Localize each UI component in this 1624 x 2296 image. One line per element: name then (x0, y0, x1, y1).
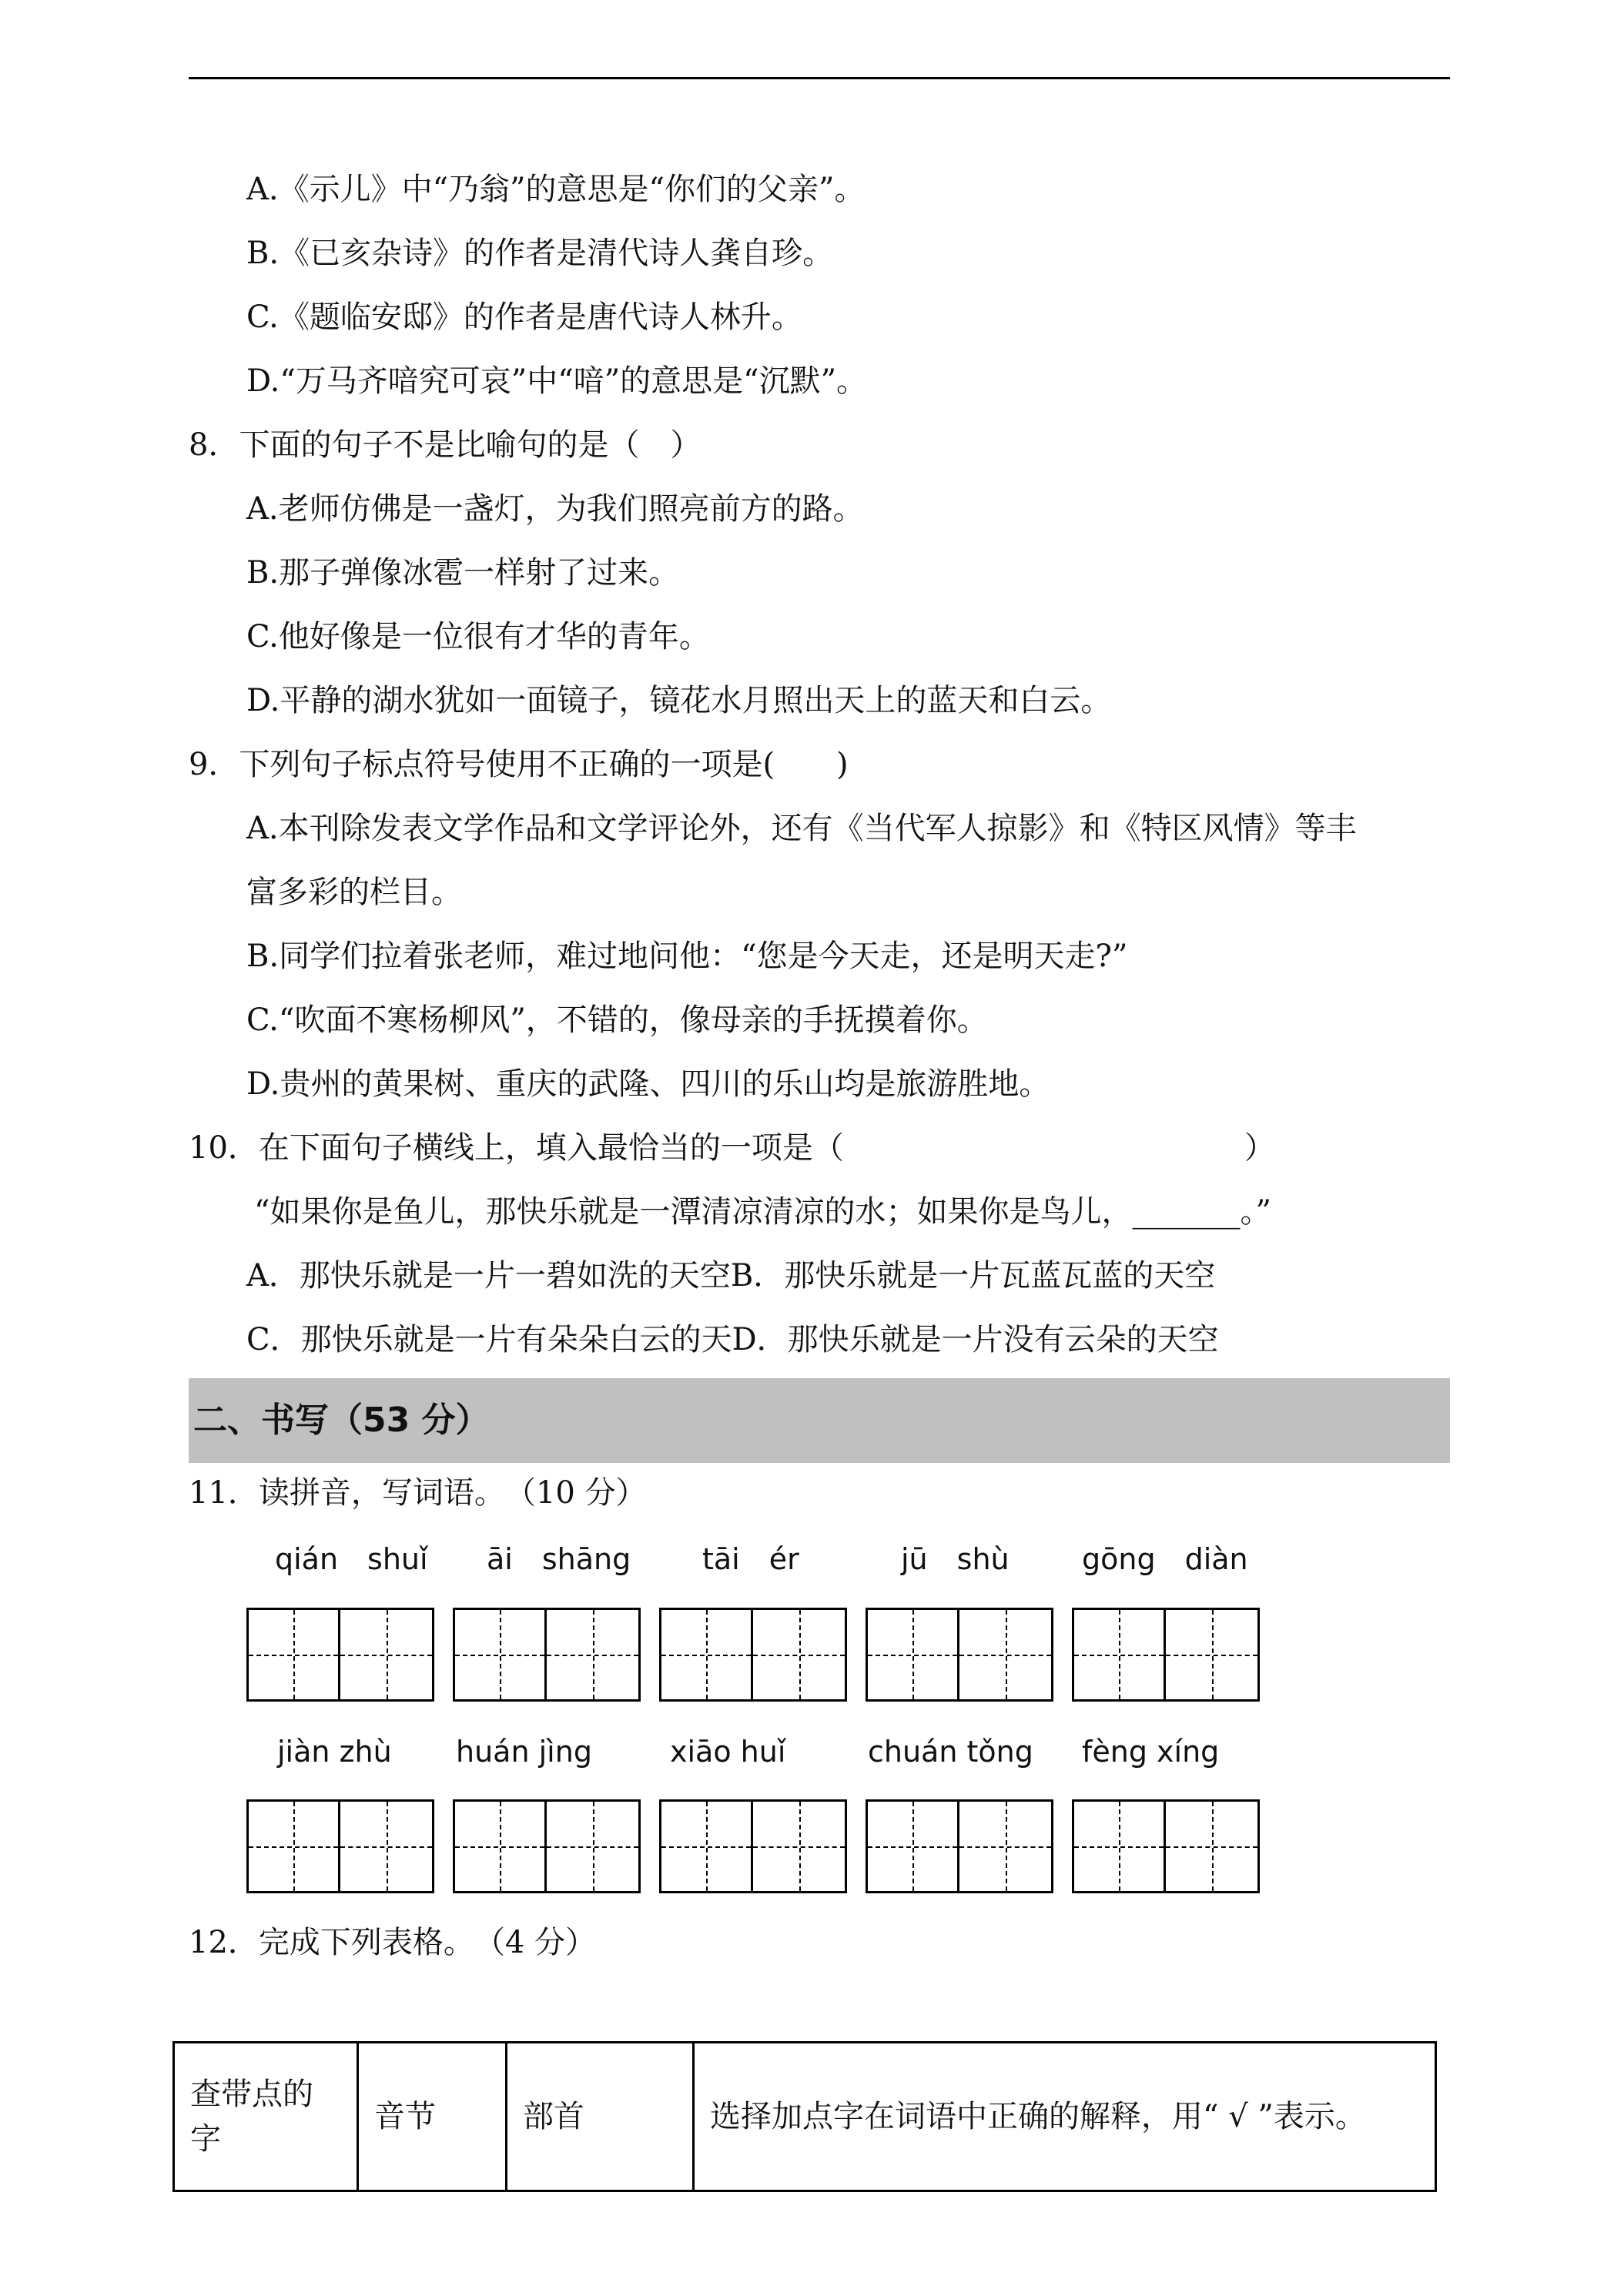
table-header-cell: 选择加点字在词语中正确的解释，用“ √ ”表示。 (694, 2043, 1436, 2191)
q7-option-b: B.《已亥杂诗》的作者是清代诗人龚自珍。 (246, 236, 834, 271)
q8-option-a: A.老师仿佛是一盏灯，为我们照亮前方的路。 (246, 491, 864, 527)
header-rule (189, 77, 1450, 79)
answer-table (172, 2041, 1437, 2192)
pinyin-label: jū shù (901, 1542, 1010, 1576)
q9-option-c: C.“吹面不寒杨柳风”，不错的，像母亲的手抚摸着你。 (246, 1002, 988, 1038)
q8-option-d: D.平静的湖水犹如一面镜子，镜花水月照出天上的蓝天和白云。 (246, 683, 1112, 718)
tianzige-box[interactable] (866, 1608, 1053, 1702)
pinyin-label: xiāo huǐ (670, 1735, 786, 1769)
table-header-cell: 音节 (358, 2043, 507, 2191)
pinyin-label: āi shāng (487, 1542, 631, 1576)
q8-option-b: B.那子弹像冰雹一样射了过来。 (246, 555, 680, 591)
pinyin-label: chuán tǒng (868, 1735, 1033, 1769)
tianzige-box[interactable] (453, 1608, 641, 1702)
q10-quote: “如果你是鱼儿，那快乐就是一潭清凉清凉的水；如果你是鸟儿，_______。” (254, 1194, 1271, 1230)
q10-options-ab: A．那快乐就是一片一碧如洗的天空B．那快乐就是一片瓦蓝瓦蓝的天空 (246, 1258, 1216, 1294)
pinyin-label: tāi ér (702, 1542, 799, 1576)
q9-option-a: A.本刊除发表文学作品和文学评论外，还有《当代军人掠影》和《特区风情》等丰 (246, 811, 1357, 846)
q12-stem: 12．完成下列表格。 （4 分） (189, 1925, 597, 1960)
tianzige-box[interactable] (246, 1799, 434, 1893)
q9-option-d: D.贵州的黄果树、重庆的武隆、四川的乐山均是旅游胜地。 (246, 1066, 1050, 1102)
q11-stem: 11．读拼音，写词语。 （10 分） (189, 1475, 647, 1511)
pinyin-label: gōng diàn (1082, 1542, 1248, 1576)
q8-option-c: C.他好像是一位很有才华的青年。 (246, 619, 710, 654)
q7-option-a: A.《示儿》中“乃翁”的意思是“你们的父亲”。 (246, 172, 866, 207)
table-row (174, 2043, 1436, 2191)
q10-stem: 10．在下面句子横线上，填入最恰当的一项是（ ） (189, 1130, 1275, 1166)
tianzige-box[interactable] (1072, 1799, 1260, 1893)
table-header-cell: 查带点的字 (174, 2043, 358, 2191)
tianzige-box[interactable] (866, 1799, 1053, 1893)
tianzige-box[interactable] (246, 1608, 434, 1702)
q7-option-c: C.《题临安邸》的作者是唐代诗人林升。 (246, 300, 802, 335)
q8-stem: 8．下面的句子不是比喻句的是（ ） (189, 427, 702, 463)
tianzige-box[interactable] (659, 1608, 847, 1702)
q9-option-b: B.同学们拉着张老师，难过地问他：“您是今天走，还是明天走?” (246, 939, 1128, 974)
section-heading: 二、书写（53 分） (189, 1378, 1450, 1463)
pinyin-label: jiàn zhù (277, 1735, 392, 1769)
pinyin-label: fèng xíng (1082, 1735, 1220, 1769)
pinyin-label: qián shuǐ (275, 1542, 428, 1576)
tianzige-box[interactable] (453, 1799, 641, 1893)
tianzige-box[interactable] (659, 1799, 847, 1893)
q10-options-cd: C．那快乐就是一片有朵朵白云的天D．那快乐就是一片没有云朵的天空 (246, 1322, 1219, 1357)
pinyin-label: huán jìng (456, 1735, 592, 1769)
q7-option-d: D.“万马齐喑究可哀”中“喑”的意思是“沉默”。 (246, 363, 868, 399)
table-header-cell: 部首 (507, 2043, 694, 2191)
q9-option-a-cont: 富多彩的栏目。 (246, 875, 462, 910)
q9-stem: 9．下列句子标点符号使用不正确的一项是( ) (189, 747, 849, 782)
tianzige-box[interactable] (1072, 1608, 1260, 1702)
